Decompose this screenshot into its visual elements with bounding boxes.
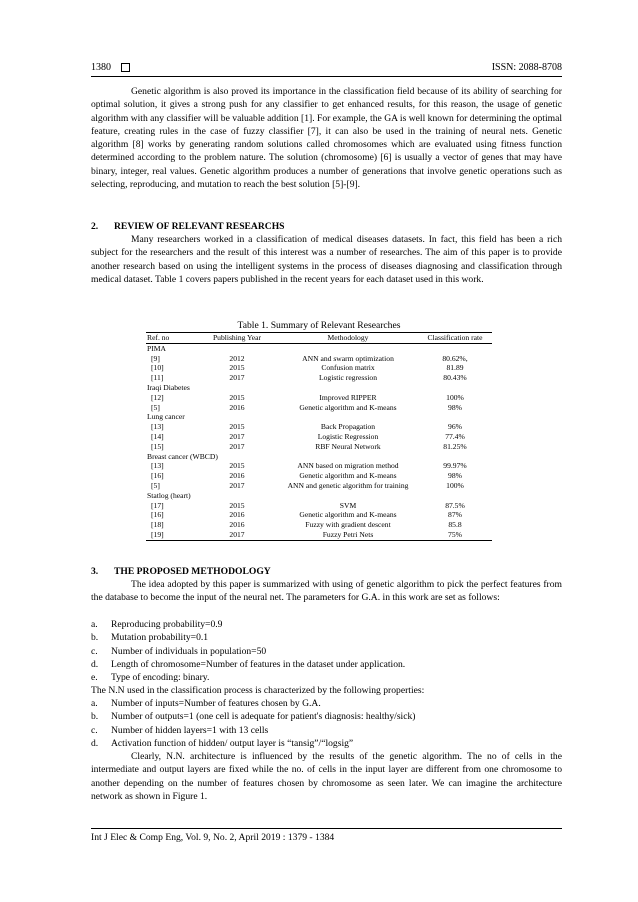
list-text: Type of encoding: binary. <box>111 672 210 684</box>
cell-rate: 100% <box>446 480 464 490</box>
table-group-row <box>146 412 492 422</box>
cell-rate: 87.5% <box>445 500 465 510</box>
cell-year: 2016 <box>229 510 245 520</box>
cell-rate: 77.4% <box>445 431 465 441</box>
cell-ref: [5] <box>151 402 160 412</box>
list-marker: d. <box>91 737 99 749</box>
list-item <box>91 737 562 750</box>
nn-intro: The N.N used in the classification process is characterized by the following properties: <box>91 685 425 696</box>
cell-year: 2015 <box>229 392 245 402</box>
list-marker: e. <box>91 672 98 684</box>
cell-rate: 96% <box>448 422 462 432</box>
group-label: Lung cancer <box>147 412 185 422</box>
cell-ref: [9] <box>151 353 160 363</box>
cell-rate: 80.62%, <box>442 353 468 363</box>
table-row <box>146 461 492 471</box>
cell-methodology: Improved RIPPER <box>319 392 377 402</box>
table-row <box>146 510 492 520</box>
table-row <box>146 393 492 403</box>
cell-ref: [15] <box>151 441 164 451</box>
ga-parameters-list <box>91 618 562 684</box>
list-item <box>91 697 562 710</box>
table-group-row <box>146 383 492 393</box>
list-text: Number of individuals in population=50 <box>111 645 267 657</box>
cell-ref: [13] <box>151 422 164 432</box>
section-2-paragraph: Many researchers worked in a classification of medical diseases datasets. In fact, this field has been a rich subject for the researchers and the result of this interest was a number of researches. The aim of this paper is to provide another research based on using the intelligent systems in the process of diseases diagnosing and classification through medical dataset. Table 1 covers papers published in the recent years for each dataset used in this work. <box>91 234 562 285</box>
list-item <box>91 658 562 671</box>
table-group-row <box>146 343 492 353</box>
cell-year: 2015 <box>229 363 245 373</box>
cell-year: 2016 <box>229 402 245 412</box>
cell-year: 2016 <box>229 471 245 481</box>
col-header-ref: Ref. no <box>146 333 196 344</box>
section-2-heading: 2. REVIEW OF RELEVANT RESEARCHS <box>91 221 285 232</box>
cell-ref: [14] <box>151 431 164 441</box>
col-header-year: Publishing Year <box>196 333 278 344</box>
table-row <box>146 520 492 530</box>
cell-methodology: Fuzzy with gradient descent <box>305 520 391 530</box>
footer-rule <box>91 828 562 829</box>
cell-methodology: ANN and genetic algorithm for training <box>287 480 409 490</box>
list-text: Length of chromosome=Number of features in the dataset under application. <box>111 658 406 670</box>
list-marker: c. <box>91 645 98 657</box>
table-row <box>146 481 492 491</box>
list-marker: b. <box>91 711 99 723</box>
table-row <box>146 442 492 452</box>
cell-year: 2015 <box>229 422 245 432</box>
cell-methodology: Logistic regression <box>319 373 377 383</box>
cell-rate: 99.97% <box>443 461 467 471</box>
cell-rate: 81.89 <box>446 363 464 373</box>
list-marker: a. <box>91 619 98 630</box>
table-row <box>146 501 492 511</box>
cell-rate: 100% <box>446 392 464 402</box>
list-marker: b. <box>91 632 99 644</box>
list-text: Number of hidden layers=1 with 13 cells <box>111 724 269 736</box>
table-row <box>146 471 492 481</box>
nn-parameters-list <box>91 697 562 750</box>
list-text: Reproducing probability=0.9 <box>111 619 223 630</box>
cell-ref: [13] <box>151 461 164 471</box>
table-row <box>146 432 492 442</box>
cell-methodology: Logistic Regression <box>317 431 379 441</box>
cell-methodology: Genetic algorithm and K-means <box>299 471 397 481</box>
list-marker: d. <box>91 658 99 670</box>
cell-year: 2015 <box>229 500 245 510</box>
cell-ref: [17] <box>151 500 164 510</box>
cell-rate: 80.43% <box>443 373 467 383</box>
cell-methodology: ANN based on migration method <box>297 461 399 471</box>
cell-ref: [10] <box>151 363 164 373</box>
footer-citation: Int J Elec & Comp Eng, Vol. 9, No. 2, April 2019 : 1379 - 1384 <box>91 832 335 843</box>
table-group-row <box>146 452 492 462</box>
table-caption: Table 1. Summary of Relevant Researches <box>237 320 401 331</box>
cell-methodology: RBF Neural Network <box>315 441 381 451</box>
closing-paragraph: Clearly, N.N. architecture is influenced by the results of the genetic algorithm. The no of cells in the intermediate and output layers are fixed while the no. of cells in the input layer are different from one chromosome to another depending on the number of features chosen by chromosome as seen later. We can imagine the architecture network as shown in Figure 1. <box>91 751 562 802</box>
list-marker: a. <box>91 698 98 709</box>
cell-rate: 87% <box>448 510 462 520</box>
table-group-row <box>146 491 492 501</box>
table-row <box>146 403 492 413</box>
table-row <box>146 354 492 364</box>
list-text: Number of outputs=1 (one cell is adequate for patient's diagnosis: healthy/sick) <box>111 711 416 723</box>
cell-rate: 75% <box>418 530 492 540</box>
cell-rate: 81.25% <box>443 441 467 451</box>
square-icon <box>121 63 130 72</box>
cell-methodology: Genetic algorithm and K-means <box>299 510 397 520</box>
cell-ref: [12] <box>151 392 164 402</box>
cell-methodology: Confusion matrix <box>321 363 375 373</box>
list-text: Number of inputs=Number of features chosen by G.A. <box>111 698 321 709</box>
cell-year: 2017 <box>229 441 245 451</box>
cell-methodology: SVM <box>339 500 357 510</box>
col-header-rate: Classification rate <box>418 333 492 344</box>
group-label: PIMA <box>147 343 166 353</box>
list-text: Activation function of hidden/ output layer is “tansig”/“logsig” <box>111 737 354 749</box>
cell-year: 2017 <box>229 431 245 441</box>
header-rule <box>91 76 562 77</box>
list-marker: c. <box>91 724 98 736</box>
intro-paragraph: Genetic algorithm is also proved its importance in the classification field because of its ability of searching for optimal solution, it gives a strong push for any classifier to get enhanced results, for this reason, the usage of genetic algorithm with any classifier will be valuable addition [1]. For example, the GA is well known for determining the optimal feature, creating rules in the case of fuzzy classifier [7], it can also be used in the training of neural nets. Genetic algorithm [8] works by generating random solutions called chromosomes which are evaluated using fitness function determined according to the problem nature. The solution (chromosome) [6] is usually a vector of genes that may have binary, integer, real values. Genetic algorithm produces a number of generations that involve genetic operations such as selecting, reproducing, and mutation to reach the best solution [5]-[9]. <box>91 86 562 191</box>
list-text: Mutation probability=0.1 <box>111 632 209 644</box>
cell-ref: [19] <box>146 530 196 540</box>
cell-rate: 98% <box>448 402 462 412</box>
cell-year: 2016 <box>229 520 245 530</box>
list-item <box>91 671 562 684</box>
list-item <box>91 710 562 723</box>
section-3-paragraph: The idea adopted by this paper is summarized with using of genetic algorithm to pick the perfect features from the database to become the input of the neural net. The parameters for G.A. in this work are set as follows: <box>91 579 562 604</box>
list-item <box>91 618 562 631</box>
cell-ref: [5] <box>151 480 160 490</box>
cell-rate: 85.8 <box>448 520 462 530</box>
list-item <box>91 645 562 658</box>
summary-table <box>146 332 492 541</box>
section-3-heading: 3. THE PROPOSED METHODOLOGY <box>91 566 271 577</box>
cell-year: 2017 <box>229 373 245 383</box>
cell-year: 2012 <box>229 353 245 363</box>
list-item <box>91 724 562 737</box>
issn: ISSN: 2088-8708 <box>491 62 562 73</box>
list-item <box>91 631 562 644</box>
group-label: Statlog (heart) <box>147 490 191 500</box>
cell-ref: [11] <box>151 373 164 383</box>
table-row <box>146 422 492 432</box>
group-label: Iraqi Diabetes <box>147 382 190 392</box>
cell-methodology: Genetic algorithm and K-means <box>299 402 397 412</box>
col-header-methodology: Methodology <box>278 333 418 344</box>
cell-ref: [16] <box>151 510 164 520</box>
table-row <box>146 373 492 383</box>
cell-year: 2017 <box>229 480 245 490</box>
cell-methodology: ANN and swarm optimization <box>302 353 394 363</box>
cell-methodology: Back Propagation <box>320 422 376 432</box>
page-number: 1380 <box>91 62 111 73</box>
cell-year: 2017 <box>196 530 278 540</box>
table-row <box>146 530 492 540</box>
cell-ref: [18] <box>151 520 164 530</box>
group-label: Breast cancer (WBCD) <box>147 451 218 461</box>
table-row <box>146 363 492 373</box>
cell-year: 2015 <box>229 461 245 471</box>
cell-rate: 98% <box>448 471 462 481</box>
cell-methodology: Fuzzy Petri Nets <box>278 530 418 540</box>
cell-ref: [16] <box>151 471 164 481</box>
